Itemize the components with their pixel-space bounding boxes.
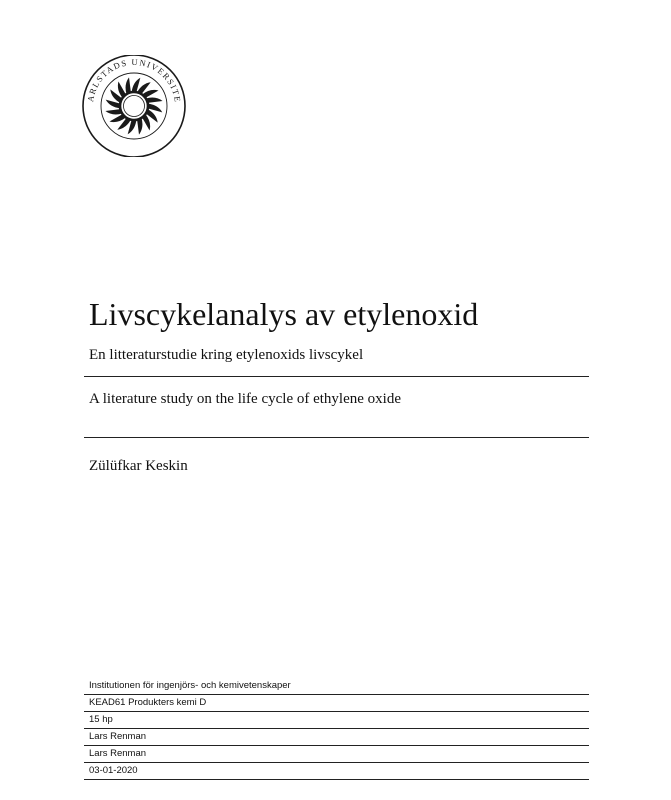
metadata-row-date: 03-01-2020	[84, 763, 589, 780]
seal-text: ARLSTADS UNIVERSITE	[85, 56, 183, 104]
author-name: Zülüfkar Keskin	[89, 458, 188, 474]
metadata-row-course: KEAD61 Produkters kemi D	[84, 695, 589, 712]
university-seal-logo	[80, 55, 188, 157]
divider-bottom	[84, 437, 589, 438]
metadata-row-examiner: Lars Renman	[84, 746, 589, 763]
metadata-row-supervisor: Lars Renman	[84, 729, 589, 746]
metadata-row-department: Institutionen för ingenjörs- och kemivetenskaper	[84, 678, 589, 695]
subtitle-english: A literature study on the life cycle of ethylene oxide	[89, 391, 401, 407]
sun-seal-icon	[80, 55, 188, 157]
metadata-table	[84, 678, 589, 780]
subtitle-swedish: En litteraturstudie kring etylenoxids livscykel	[89, 347, 364, 363]
divider-top	[84, 376, 589, 377]
document-title: Livscykelanalys av etylenoxid	[89, 296, 479, 332]
metadata-row-credits: 15 hp	[84, 712, 589, 729]
